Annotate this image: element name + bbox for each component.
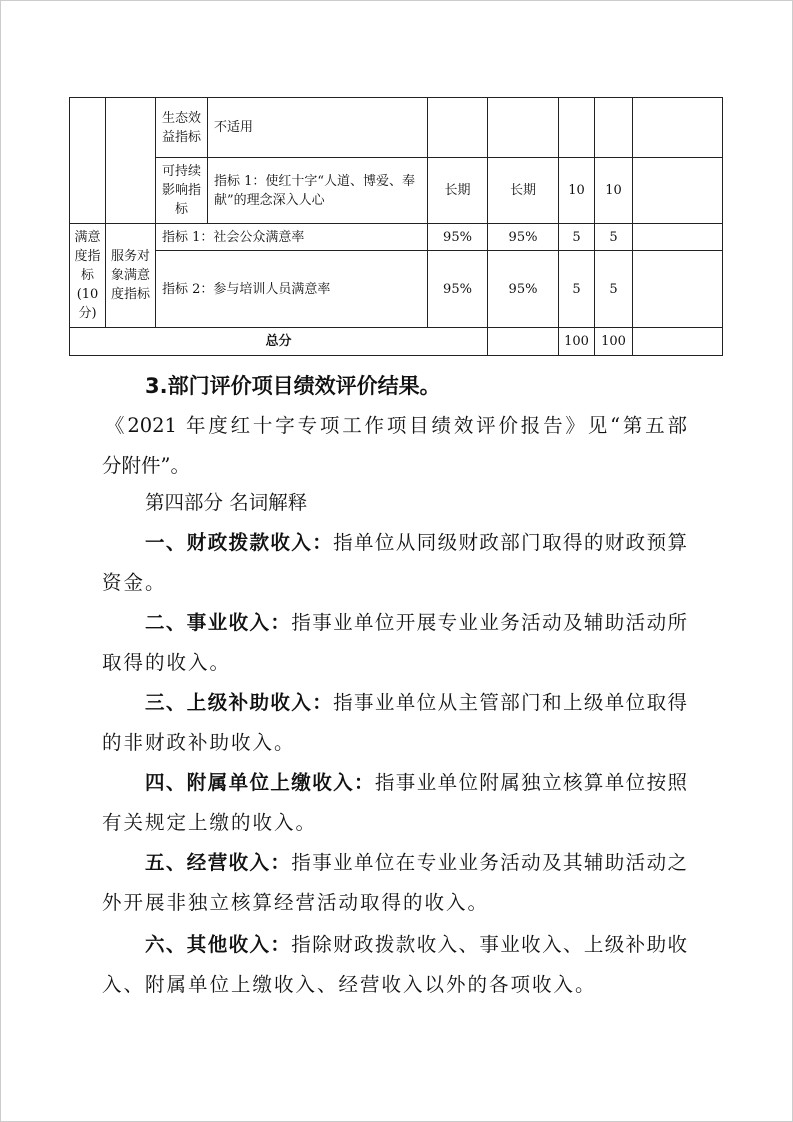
cell-note: [633, 158, 723, 224]
cell-actual: [488, 98, 559, 158]
table-row: [70, 98, 723, 158]
cell-score: 5: [595, 224, 633, 251]
cell-score: 5: [595, 251, 633, 328]
cell-total-weight: 100: [559, 328, 595, 356]
definition-text: 指事业单位在专业业务活动及其辅助活动之: [291, 851, 687, 874]
cell-indicator: 指标 1：社会公众满意率: [156, 224, 428, 251]
definition-line: [145, 607, 687, 635]
cell-note: [633, 328, 723, 356]
definition-text: 指事业单位附属独立核算单位按照: [374, 771, 687, 794]
definition-line: [145, 767, 687, 795]
cell-indicator: 指标 1：使红十字“人道、博爱、奉献”的理念深入人心: [208, 158, 428, 224]
cell-target: [428, 98, 488, 158]
definition-line: 的非财政补助收入。: [102, 731, 296, 754]
cell-actual: 95%: [488, 251, 559, 328]
cell-note: [633, 251, 723, 328]
cell-target: 长期: [428, 158, 488, 224]
definition-line: 取得的收入。: [102, 651, 232, 674]
definition-term: 六、其他收入：: [145, 933, 292, 956]
definition-line: 入、附属单位上缴收入、经营收入以外的各项收入。: [102, 973, 597, 996]
definition-term: 四、附属单位上缴收入：: [145, 771, 375, 794]
definition-term: 一、财政拨款收入：: [145, 531, 334, 554]
cell-indicator: 不适用: [208, 98, 428, 158]
cell-sub: 可持续影响指标: [156, 158, 208, 224]
table-row: [70, 224, 723, 251]
cell-weight: 5: [559, 224, 595, 251]
definition-term: 五、经营收入：: [145, 851, 292, 874]
section-4-heading: 第四部分 名词解释: [145, 491, 308, 514]
definition-line: [145, 527, 687, 555]
paragraph-line: 分附件”。: [102, 454, 190, 477]
definition-text: 指事业单位开展专业业务活动及辅助活动所: [291, 611, 687, 634]
definition-line: 资金。: [102, 571, 167, 594]
cell-actual: 95%: [488, 224, 559, 251]
definition-line: [145, 847, 687, 875]
definition-term: 三、上级补助收入：: [145, 691, 334, 714]
cell-actual: 长期: [488, 158, 559, 224]
definition-text: 指除财政拨款收入、事业收入、上级补助收: [291, 933, 687, 956]
definition-text: 指单位从同级财政部门取得的财政预算: [333, 531, 687, 554]
cell-weight: [559, 98, 595, 158]
cell-target: 95%: [428, 224, 488, 251]
table-row: [70, 251, 723, 328]
table-row: [70, 158, 723, 224]
cell-score: [595, 98, 633, 158]
cell-sub: 生态效益指标: [156, 98, 208, 158]
heading-3: 3.部门评价项目绩效评价结果。: [145, 374, 441, 398]
definition-line: [145, 687, 687, 715]
cell-note: [633, 98, 723, 158]
cell-empty: [70, 98, 106, 224]
cell-category: 满意度指标(10分): [70, 224, 106, 328]
definition-line: [145, 929, 687, 957]
performance-table: [69, 97, 723, 356]
cell-weight: 5: [559, 251, 595, 328]
cell-total-label: 总分: [70, 328, 488, 356]
definition-line: 外开展非独立核算经营活动取得的收入。: [102, 891, 490, 914]
definition-text: 指事业单位从主管部门和上级单位取得: [333, 691, 687, 714]
cell-empty: [488, 328, 559, 356]
table-row-total: [70, 328, 723, 356]
cell-indicator: 指标 2：参与培训人员满意率: [156, 251, 428, 328]
definition-line: 有关规定上缴的收入。: [102, 811, 318, 834]
paragraph-line: 《2021 年度红十字专项工作项目绩效评价报告》见“第五部: [105, 414, 687, 437]
cell-target: 95%: [428, 251, 488, 328]
cell-total-score: 100: [595, 328, 633, 356]
cell-note: [633, 224, 723, 251]
cell-score: 10: [595, 158, 633, 224]
cell-weight: 10: [559, 158, 595, 224]
definition-term: 二、事业收入：: [145, 611, 292, 634]
cell-sub: 服务对象满意度指标: [106, 224, 156, 328]
cell-empty: [106, 98, 156, 224]
